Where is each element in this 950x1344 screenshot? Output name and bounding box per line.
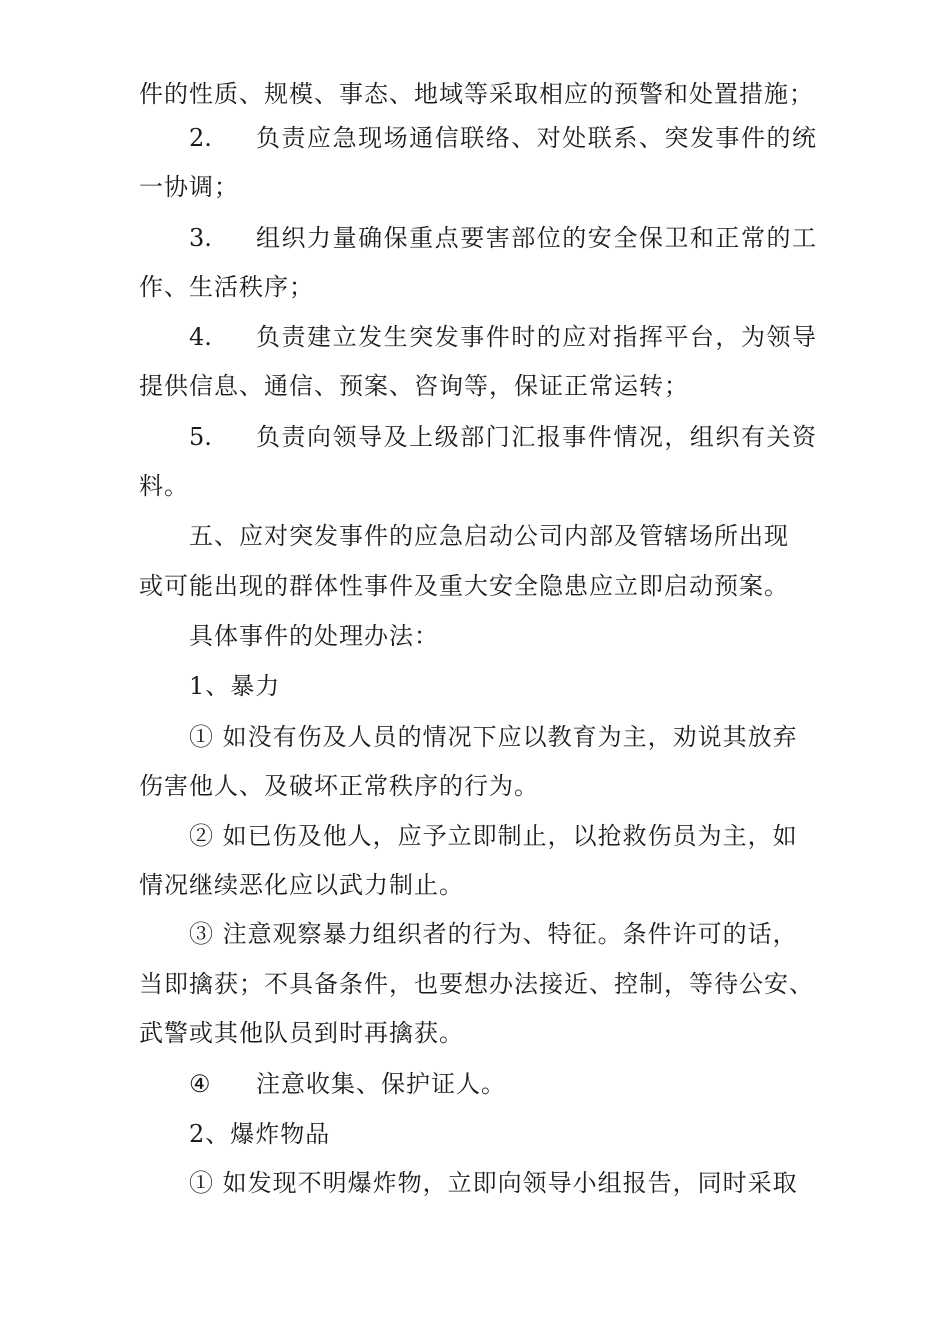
list-item-text: 负责建立发生突发事件时的应对指挥平台，为领导: [256, 323, 816, 351]
body-text-line: 情况继续恶化应以武力制止。: [139, 871, 464, 899]
list-item-text: 注意收集、保护证人。: [256, 1070, 506, 1098]
list-number: 5.: [189, 423, 212, 451]
body-text-line: 提供信息、通信、预案、咨询等，保证正常运转；: [139, 372, 689, 400]
body-text-line: 武警或其他队员到时再擒获。: [139, 1019, 464, 1047]
body-text-line: 伤害他人、及破坏正常秩序的行为。: [139, 772, 539, 800]
section-heading: 五、应对突发事件的应急启动公司内部及管辖场所出现: [189, 522, 789, 550]
body-text-line: 一协调；: [139, 173, 239, 201]
body-text-line: ③ 注意观察暴力组织者的行为、特征。条件许可的话，: [189, 920, 798, 948]
subheading: 2、爆炸物品: [189, 1120, 331, 1148]
list-number: 3.: [189, 224, 212, 252]
body-text-line: 料。: [139, 472, 189, 500]
body-text-line: 或可能出现的群体性事件及重大安全隐患应立即启动预案。: [139, 572, 789, 600]
body-text-line: ① 如发现不明爆炸物，立即向领导小组报告，同时采取: [189, 1169, 798, 1197]
list-item-text: 负责向领导及上级部门汇报事件情况，组织有关资: [256, 423, 816, 451]
list-item-text: 组织力量确保重点要害部位的安全保卫和正常的工: [256, 224, 816, 252]
list-number: 2.: [189, 124, 212, 152]
body-text-line: 当即擒获；不具备条件，也要想办法接近、控制，等待公安、: [139, 970, 814, 998]
body-text-line: ① 如没有伤及人员的情况下应以教育为主，劝说其放弃: [189, 723, 798, 751]
body-text-line: 作、生活秩序；: [139, 273, 314, 301]
body-text-line: ② 如已伤及他人，应予立即制止，以抢救伤员为主，如: [189, 822, 798, 850]
subheading: 具体事件的处理办法：: [189, 622, 439, 650]
list-number: 4.: [189, 323, 212, 351]
body-text-line: 件的性质、规模、事态、地域等采取相应的预警和处置措施；: [139, 80, 814, 108]
list-number: ④: [189, 1070, 211, 1098]
list-item-text: 负责应急现场通信联络、对处联系、突发事件的统: [256, 124, 816, 152]
subheading: 1、暴力: [189, 672, 281, 700]
